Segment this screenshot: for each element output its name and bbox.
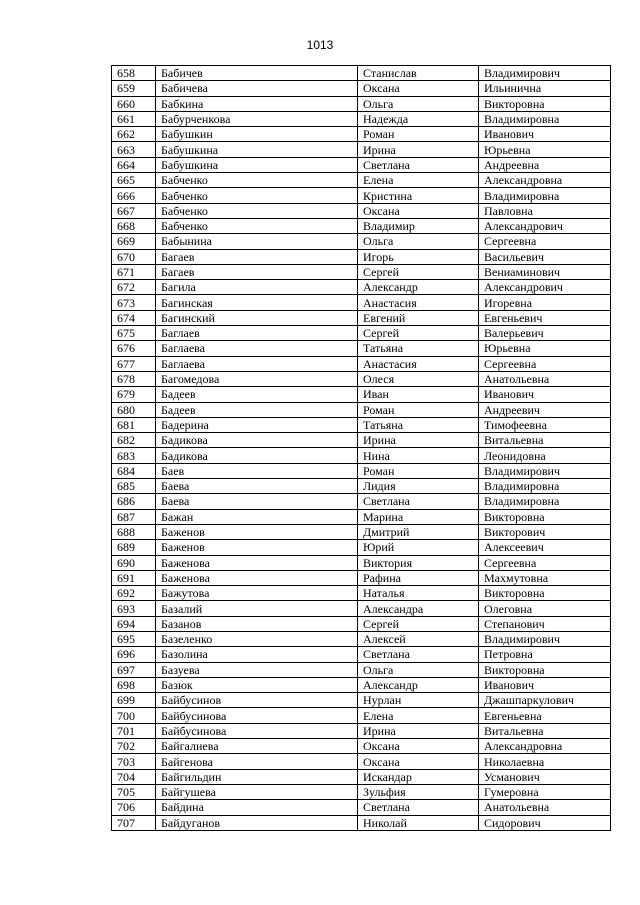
row-number-cell: 707	[112, 815, 156, 830]
last-name-cell: Базолина	[156, 647, 358, 662]
table-row	[112, 326, 611, 341]
table-row	[112, 739, 611, 754]
first-name-cell: Анастасия	[358, 295, 479, 310]
row-number-cell: 699	[112, 693, 156, 708]
table-row	[112, 218, 611, 233]
table-row	[112, 310, 611, 325]
page-number: 1013	[306, 38, 334, 52]
patronymic-cell: Иванович	[479, 127, 611, 142]
last-name-cell: Базанов	[156, 616, 358, 631]
patronymic-cell: Владимировна	[479, 479, 611, 494]
first-name-cell: Евгений	[358, 310, 479, 325]
patronymic-cell: Иванович	[479, 677, 611, 692]
row-number-cell: 702	[112, 739, 156, 754]
first-name-cell: Роман	[358, 127, 479, 142]
patronymic-cell: Викторовна	[479, 662, 611, 677]
last-name-cell: Багинский	[156, 310, 358, 325]
first-name-cell: Оксана	[358, 203, 479, 218]
patronymic-cell: Витальевна	[479, 723, 611, 738]
table-row	[112, 448, 611, 463]
last-name-cell: Бадеев	[156, 387, 358, 402]
first-name-cell: Александра	[358, 601, 479, 616]
last-name-cell: Базалий	[156, 601, 358, 616]
row-number-cell: 690	[112, 555, 156, 570]
last-name-cell: Байгушева	[156, 784, 358, 799]
patronymic-cell: Алексеевич	[479, 540, 611, 555]
table-row	[112, 616, 611, 631]
patronymic-cell: Игоревна	[479, 295, 611, 310]
last-name-cell: Байдуганов	[156, 815, 358, 830]
table-row	[112, 540, 611, 555]
last-name-cell: Бабушкин	[156, 127, 358, 142]
row-number-cell: 680	[112, 402, 156, 417]
first-name-cell: Ольга	[358, 234, 479, 249]
table-row	[112, 387, 611, 402]
last-name-cell: Бабченко	[156, 218, 358, 233]
row-number-cell: 678	[112, 371, 156, 386]
table-row	[112, 280, 611, 295]
last-name-cell: Бабичева	[156, 81, 358, 96]
patronymic-cell: Анатольевна	[479, 371, 611, 386]
table-row	[112, 570, 611, 585]
table-row	[112, 494, 611, 509]
first-name-cell: Искандар	[358, 769, 479, 784]
table-row	[112, 203, 611, 218]
row-number-cell: 676	[112, 341, 156, 356]
table-row	[112, 402, 611, 417]
table-row	[112, 524, 611, 539]
patronymic-cell: Александрович	[479, 280, 611, 295]
last-name-cell: Баженов	[156, 540, 358, 555]
row-number-cell: 667	[112, 203, 156, 218]
row-number-cell: 660	[112, 96, 156, 111]
row-number-cell: 659	[112, 81, 156, 96]
row-number-cell: 663	[112, 142, 156, 157]
last-name-cell: Багила	[156, 280, 358, 295]
last-name-cell: Байбусинова	[156, 723, 358, 738]
last-name-cell: Бажутова	[156, 586, 358, 601]
patronymic-cell: Вениаминович	[479, 264, 611, 279]
first-name-cell: Наталья	[358, 586, 479, 601]
table-row	[112, 249, 611, 264]
first-name-cell: Лидия	[358, 479, 479, 494]
row-number-cell: 664	[112, 157, 156, 172]
patronymic-cell: Сергеевна	[479, 356, 611, 371]
first-name-cell: Ольга	[358, 96, 479, 111]
first-name-cell: Ирина	[358, 142, 479, 157]
first-name-cell: Сергей	[358, 264, 479, 279]
patronymic-cell: Владимировна	[479, 494, 611, 509]
first-name-cell: Нурлан	[358, 693, 479, 708]
first-name-cell: Сергей	[358, 326, 479, 341]
patronymic-cell: Гумеровна	[479, 784, 611, 799]
patronymic-cell: Владимирович	[479, 463, 611, 478]
row-number-cell: 685	[112, 479, 156, 494]
patronymic-cell: Сергеевна	[479, 555, 611, 570]
patronymic-cell: Витальевна	[479, 433, 611, 448]
table-row	[112, 601, 611, 616]
last-name-cell: Баженова	[156, 570, 358, 585]
patronymic-cell: Сидорович	[479, 815, 611, 830]
row-number-cell: 665	[112, 173, 156, 188]
patronymic-cell: Валерьевич	[479, 326, 611, 341]
table-row	[112, 677, 611, 692]
last-name-cell: Багаев	[156, 264, 358, 279]
last-name-cell: Багомедова	[156, 371, 358, 386]
patronymic-cell: Владимирович	[479, 631, 611, 646]
patronymic-cell: Александровна	[479, 739, 611, 754]
patronymic-cell: Усманович	[479, 769, 611, 784]
table-row	[112, 784, 611, 799]
first-name-cell: Светлана	[358, 800, 479, 815]
patronymic-cell: Анатольевна	[479, 800, 611, 815]
last-name-cell: Бабурченкова	[156, 111, 358, 126]
table-row	[112, 631, 611, 646]
first-name-cell: Оксана	[358, 754, 479, 769]
table-row	[112, 708, 611, 723]
row-number-cell: 670	[112, 249, 156, 264]
last-name-cell: Байгильдин	[156, 769, 358, 784]
patronymic-cell: Иванович	[479, 387, 611, 402]
row-number-cell: 681	[112, 417, 156, 432]
first-name-cell: Виктория	[358, 555, 479, 570]
last-name-cell: Байгалиева	[156, 739, 358, 754]
patronymic-cell: Николаевна	[479, 754, 611, 769]
first-name-cell: Светлана	[358, 647, 479, 662]
table-row	[112, 157, 611, 172]
patronymic-cell: Тимофеевна	[479, 417, 611, 432]
table-row	[112, 509, 611, 524]
last-name-cell: Баглаев	[156, 326, 358, 341]
last-name-cell: Бабушкина	[156, 157, 358, 172]
first-name-cell: Игорь	[358, 249, 479, 264]
first-name-cell: Татьяна	[358, 341, 479, 356]
last-name-cell: Бадерина	[156, 417, 358, 432]
row-number-cell: 688	[112, 524, 156, 539]
row-number-cell: 672	[112, 280, 156, 295]
row-number-cell: 686	[112, 494, 156, 509]
patronymic-cell: Махмутовна	[479, 570, 611, 585]
table-row	[112, 173, 611, 188]
table-row	[112, 723, 611, 738]
table-row	[112, 81, 611, 96]
first-name-cell: Ольга	[358, 662, 479, 677]
patronymic-cell: Ильинична	[479, 81, 611, 96]
row-number-cell: 684	[112, 463, 156, 478]
last-name-cell: Баглаева	[156, 356, 358, 371]
last-name-cell: Багаев	[156, 249, 358, 264]
last-name-cell: Баев	[156, 463, 358, 478]
patronymic-cell: Петровна	[479, 647, 611, 662]
last-name-cell: Базуева	[156, 662, 358, 677]
table-row	[112, 371, 611, 386]
patronymic-cell: Андреевич	[479, 402, 611, 417]
last-name-cell: Бабкина	[156, 96, 358, 111]
table-row	[112, 586, 611, 601]
row-number-cell: 704	[112, 769, 156, 784]
table-row	[112, 234, 611, 249]
row-number-cell: 701	[112, 723, 156, 738]
row-number-cell: 668	[112, 218, 156, 233]
first-name-cell: Ирина	[358, 433, 479, 448]
last-name-cell: Баева	[156, 479, 358, 494]
patronymic-cell: Джашпаркулович	[479, 693, 611, 708]
patronymic-cell: Юрьевна	[479, 142, 611, 157]
roster-table	[111, 65, 611, 831]
first-name-cell: Оксана	[358, 739, 479, 754]
patronymic-cell: Евгеньевич	[479, 310, 611, 325]
row-number-cell: 669	[112, 234, 156, 249]
last-name-cell: Бадеев	[156, 402, 358, 417]
row-number-cell: 658	[112, 66, 156, 81]
first-name-cell: Елена	[358, 708, 479, 723]
row-number-cell: 687	[112, 509, 156, 524]
row-number-cell: 689	[112, 540, 156, 555]
first-name-cell: Дмитрий	[358, 524, 479, 539]
row-number-cell: 671	[112, 264, 156, 279]
patronymic-cell: Викторович	[479, 524, 611, 539]
patronymic-cell: Владимирович	[479, 66, 611, 81]
first-name-cell: Олеся	[358, 371, 479, 386]
last-name-cell: Баженов	[156, 524, 358, 539]
first-name-cell: Владимир	[358, 218, 479, 233]
table-row	[112, 800, 611, 815]
first-name-cell: Елена	[358, 173, 479, 188]
patronymic-cell: Юрьевна	[479, 341, 611, 356]
first-name-cell: Татьяна	[358, 417, 479, 432]
patronymic-cell: Евгеньевна	[479, 708, 611, 723]
last-name-cell: Бабченко	[156, 203, 358, 218]
patronymic-cell: Викторовна	[479, 509, 611, 524]
patronymic-cell: Сергеевна	[479, 234, 611, 249]
last-name-cell: Байгенова	[156, 754, 358, 769]
last-name-cell: Байдина	[156, 800, 358, 815]
first-name-cell: Юрий	[358, 540, 479, 555]
row-number-cell: 695	[112, 631, 156, 646]
row-number-cell: 674	[112, 310, 156, 325]
table-row	[112, 463, 611, 478]
first-name-cell: Роман	[358, 463, 479, 478]
table-row	[112, 662, 611, 677]
first-name-cell: Сергей	[358, 616, 479, 631]
table-row	[112, 188, 611, 203]
last-name-cell: Бабченко	[156, 173, 358, 188]
first-name-cell: Светлана	[358, 494, 479, 509]
row-number-cell: 700	[112, 708, 156, 723]
table-row	[112, 142, 611, 157]
patronymic-cell: Павловна	[479, 203, 611, 218]
table-row	[112, 754, 611, 769]
last-name-cell: Байбусинова	[156, 708, 358, 723]
patronymic-cell: Олеговна	[479, 601, 611, 616]
first-name-cell: Станислав	[358, 66, 479, 81]
row-number-cell: 698	[112, 677, 156, 692]
first-name-cell: Роман	[358, 402, 479, 417]
row-number-cell: 682	[112, 433, 156, 448]
row-number-cell: 675	[112, 326, 156, 341]
patronymic-cell: Владимировна	[479, 111, 611, 126]
last-name-cell: Баглаева	[156, 341, 358, 356]
last-name-cell: Бажан	[156, 509, 358, 524]
last-name-cell: Бабынина	[156, 234, 358, 249]
row-number-cell: 677	[112, 356, 156, 371]
last-name-cell: Байбусинов	[156, 693, 358, 708]
table-row	[112, 356, 611, 371]
patronymic-cell: Викторовна	[479, 586, 611, 601]
patronymic-cell: Леонидовна	[479, 448, 611, 463]
first-name-cell: Оксана	[358, 81, 479, 96]
first-name-cell: Николай	[358, 815, 479, 830]
first-name-cell: Ирина	[358, 723, 479, 738]
patronymic-cell: Владимировна	[479, 188, 611, 203]
row-number-cell: 691	[112, 570, 156, 585]
row-number-cell: 692	[112, 586, 156, 601]
table-row	[112, 295, 611, 310]
row-number-cell: 694	[112, 616, 156, 631]
patronymic-cell: Александровна	[479, 173, 611, 188]
row-number-cell: 666	[112, 188, 156, 203]
last-name-cell: Баева	[156, 494, 358, 509]
row-number-cell: 683	[112, 448, 156, 463]
row-number-cell: 696	[112, 647, 156, 662]
patronymic-cell: Викторовна	[479, 96, 611, 111]
row-number-cell: 705	[112, 784, 156, 799]
table-row	[112, 127, 611, 142]
last-name-cell: Баженова	[156, 555, 358, 570]
patronymic-cell: Андреевна	[479, 157, 611, 172]
row-number-cell: 679	[112, 387, 156, 402]
table-row	[112, 264, 611, 279]
first-name-cell: Марина	[358, 509, 479, 524]
first-name-cell: Рафина	[358, 570, 479, 585]
row-number-cell: 706	[112, 800, 156, 815]
patronymic-cell: Васильевич	[479, 249, 611, 264]
first-name-cell: Александр	[358, 677, 479, 692]
table-row	[112, 815, 611, 830]
first-name-cell: Кристина	[358, 188, 479, 203]
last-name-cell: Бадикова	[156, 433, 358, 448]
first-name-cell: Анастасия	[358, 356, 479, 371]
last-name-cell: Базюк	[156, 677, 358, 692]
table-row	[112, 769, 611, 784]
row-number-cell: 662	[112, 127, 156, 142]
row-number-cell: 693	[112, 601, 156, 616]
last-name-cell: Базеленко	[156, 631, 358, 646]
table-row	[112, 647, 611, 662]
row-number-cell: 661	[112, 111, 156, 126]
last-name-cell: Бабченко	[156, 188, 358, 203]
row-number-cell: 673	[112, 295, 156, 310]
table-row	[112, 417, 611, 432]
table-row	[112, 111, 611, 126]
table-row	[112, 555, 611, 570]
row-number-cell: 703	[112, 754, 156, 769]
first-name-cell: Алексей	[358, 631, 479, 646]
row-number-cell: 697	[112, 662, 156, 677]
first-name-cell: Зульфия	[358, 784, 479, 799]
table-row	[112, 693, 611, 708]
first-name-cell: Нина	[358, 448, 479, 463]
table-row	[112, 433, 611, 448]
table-row	[112, 66, 611, 81]
first-name-cell: Иван	[358, 387, 479, 402]
last-name-cell: Багинская	[156, 295, 358, 310]
first-name-cell: Надежда	[358, 111, 479, 126]
table-row	[112, 479, 611, 494]
patronymic-cell: Степанович	[479, 616, 611, 631]
last-name-cell: Бабушкина	[156, 142, 358, 157]
first-name-cell: Александр	[358, 280, 479, 295]
table-row	[112, 96, 611, 111]
first-name-cell: Светлана	[358, 157, 479, 172]
table-row	[112, 341, 611, 356]
last-name-cell: Бадикова	[156, 448, 358, 463]
patronymic-cell: Александрович	[479, 218, 611, 233]
roster-body	[112, 66, 611, 831]
last-name-cell: Бабичев	[156, 66, 358, 81]
